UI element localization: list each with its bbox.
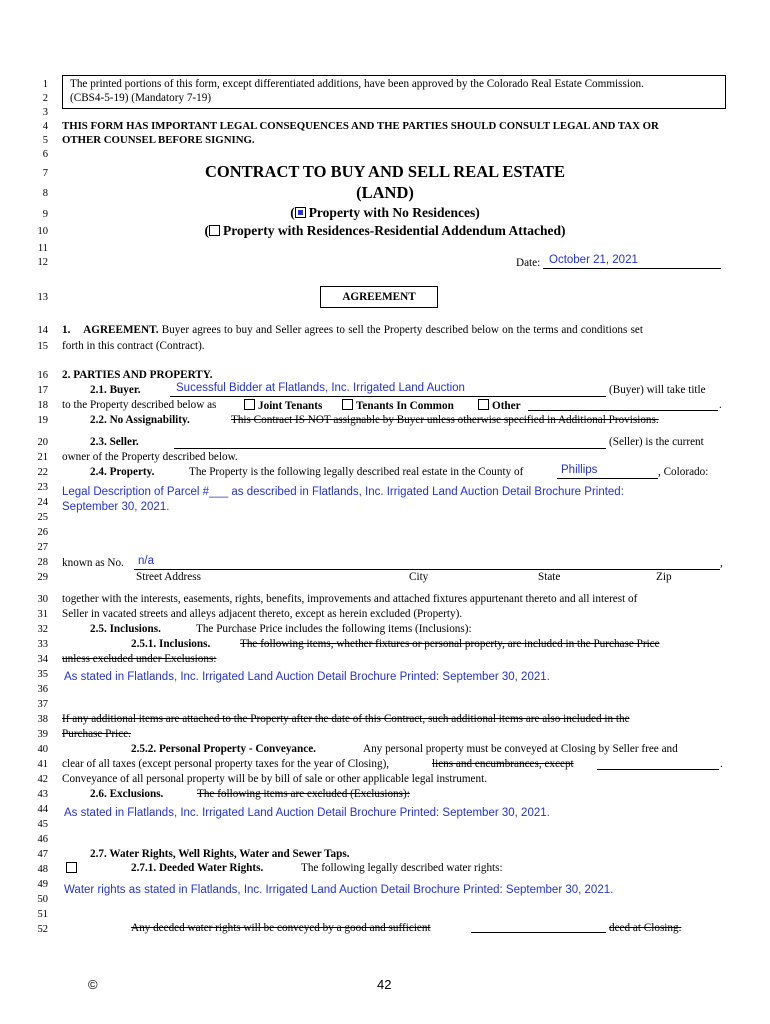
date-field[interactable]: October 21, 2021 — [549, 254, 638, 266]
inclusions-text: The Purchase Price includes the following items (Inclusions): — [196, 623, 472, 635]
joint-tenants-checkbox[interactable] — [244, 399, 255, 410]
line-number: 40 — [37, 744, 48, 755]
line-number: 35 — [37, 669, 48, 680]
period: . — [719, 399, 722, 411]
line-number: 12 — [37, 257, 48, 268]
buyer-field-underline — [170, 396, 606, 397]
line-number: 1 — [42, 79, 48, 90]
county-field[interactable]: Phillips — [561, 464, 598, 476]
personal-property-line-2: clear of all taxes (except personal property taxes for the year of Closing), — [62, 758, 390, 770]
liens-except-field[interactable] — [597, 769, 719, 770]
line-number: 39 — [37, 729, 48, 740]
inclusions-sub-text: The following items, whether fixtures or personal property, are included in the Purchase Price — [240, 638, 660, 650]
comma: , — [720, 557, 723, 569]
property-text: The Property is the following legally described real estate in the County of — [189, 466, 524, 478]
deeded-water-text: The following legally described water rights: — [301, 862, 503, 874]
joint-tenants-label: Joint Tenants — [258, 400, 323, 412]
personal-property-line-3: Conveyance of all personal property will be by bill of sale or other applicable legal instrument. — [62, 773, 487, 785]
exclusions-label: 2.6. Exclusions. — [90, 788, 164, 800]
joint-tenants-option — [244, 399, 322, 412]
contract-subtitle: (LAND) — [356, 183, 414, 202]
line-number: 22 — [37, 467, 48, 478]
line-number: 44 — [37, 804, 48, 815]
option-with-residences-label: Property with Residences-Residential Addendum Attached) — [223, 223, 566, 238]
line-number: 6 — [42, 149, 48, 160]
other-label: Other — [492, 400, 521, 412]
option-no-residences-label: Property with No Residences) — [308, 205, 480, 220]
line-number: 14 — [37, 325, 48, 336]
address-caption-street: Street Address — [136, 571, 201, 583]
seller-label: 2.3. Seller. — [90, 436, 139, 448]
address-field-underline — [134, 569, 720, 570]
page-number: 42 — [377, 977, 392, 992]
other-checkbox[interactable] — [478, 399, 489, 410]
known-as-label: known as No. — [62, 557, 124, 569]
seller-line-2: owner of the Property described below. — [62, 451, 238, 463]
line-number: 36 — [37, 684, 48, 695]
line-number: 49 — [37, 879, 48, 890]
line-number: 28 — [37, 557, 48, 568]
notice-line-2: (CBS4-5-19) (Mandatory 7-19) — [70, 92, 212, 104]
line-number: 41 — [37, 759, 48, 770]
line-number: 10 — [37, 226, 48, 237]
line-number: 52 — [37, 924, 48, 935]
inclusions-label: 2.5. Inclusions. — [90, 623, 161, 635]
line-number: 4 — [42, 121, 48, 132]
line-number: 3 — [42, 107, 48, 118]
buyer-field[interactable]: Sucessful Bidder at Flatlands, Inc. Irrigated Land Auction — [176, 382, 465, 394]
inclusions-field[interactable]: As stated in Flatlands, Inc. Irrigated Land Auction Detail Brochure Printed: September 30, 2021. — [64, 671, 550, 683]
line-number: 23 — [37, 482, 48, 493]
line-number: 13 — [37, 292, 48, 303]
line-number: 31 — [37, 609, 48, 620]
copyright-symbol: © — [88, 977, 98, 992]
address-field[interactable]: n/a — [138, 555, 154, 567]
water-rights-heading: 2.7. Water Rights, Well Rights, Water and Sewer Taps. — [90, 848, 350, 860]
assignability-text: This Contract IS NOT assignable by Buyer unless otherwise specified in Additional Provisions. — [231, 414, 659, 426]
line-number: 29 — [37, 572, 48, 583]
line-number: 7 — [42, 168, 48, 179]
exclusions-text: The following items are excluded (Exclusions): — [197, 788, 410, 800]
deeded-water-label: 2.7.1. Deeded Water Rights. — [131, 862, 264, 874]
buyer-tail: (Buyer) will take title — [609, 384, 706, 396]
line-number: 19 — [37, 415, 48, 426]
additional-items-line-2: Purchase Price. — [62, 728, 131, 740]
section-2-heading: 2. PARTIES AND PROPERTY. — [62, 369, 213, 381]
inclusions-sub-label: 2.5.1. Inclusions. — [131, 638, 211, 650]
line-number: 5 — [42, 135, 48, 146]
line-number: 8 — [42, 188, 48, 199]
deeded-conveyance-text: Any deeded water rights will be conveyed by a good and sufficient — [131, 922, 431, 934]
legal-warning-line-1: THIS FORM HAS IMPORTANT LEGAL CONSEQUENCES AND THE PARTIES SHOULD CONSULT LEGAL AND TAX OR — [62, 120, 659, 132]
section-1-line-2: forth in this contract (Contract). — [62, 340, 205, 352]
deeded-conveyance-tail: deed at Closing. — [609, 922, 682, 934]
legal-description-line-1[interactable]: Legal Description of Parcel #___ as described in Flatlands, Inc. Irrigated Land Auction Detail Brochure Printed: — [62, 486, 624, 498]
date-label: Date: — [516, 257, 541, 269]
section-1-line-1: 1. AGREEMENT. Buyer agrees to buy and Seller agrees to sell the Property described below on the terms and conditions set — [62, 324, 644, 336]
title-intro: to the Property described below as — [62, 399, 217, 411]
line-number: 20 — [37, 437, 48, 448]
line-number: 34 — [37, 654, 48, 665]
line-number: 46 — [37, 834, 48, 845]
water-rights-field[interactable]: Water rights as stated in Flatlands, Inc. Irrigated Land Auction Detail Brochure Printed: September 30, 2021. — [64, 884, 614, 896]
line-number: 25 — [37, 512, 48, 523]
seller-tail: (Seller) is the current — [609, 436, 704, 448]
deed-type-field[interactable] — [471, 932, 606, 933]
county-field-underline — [557, 478, 658, 479]
line-number: 37 — [37, 699, 48, 710]
line-number: 42 — [37, 774, 48, 785]
line-number: 16 — [37, 370, 48, 381]
contract-title: CONTRACT TO BUY AND SELL REAL ESTATE — [204, 162, 566, 181]
additional-items-line-1: If any additional items are attached to the Property after the date of this Contract, such additional items are also included in the — [62, 713, 630, 725]
period: . — [720, 758, 723, 770]
line-number: 24 — [37, 497, 48, 508]
line-number: 43 — [37, 789, 48, 800]
line-number: 9 — [42, 209, 48, 220]
line-number: 2 — [42, 93, 48, 104]
date-field-underline — [543, 268, 721, 269]
line-number: 47 — [37, 849, 48, 860]
personal-property-text: Any personal property must be conveyed at Closing by Seller free and — [363, 743, 678, 755]
option-with-residences: ( Property with Residences-Residential Addendum Attached) — [204, 223, 566, 238]
buyer-label: 2.1. Buyer. — [90, 384, 141, 396]
assignability-label: 2.2. No Assignability. — [90, 414, 190, 426]
line-number: 45 — [37, 819, 48, 830]
seller-field[interactable] — [174, 448, 606, 449]
tenants-in-common-option — [342, 399, 454, 412]
with-residences-checkbox[interactable] — [209, 225, 220, 236]
line-number: 32 — [37, 624, 48, 635]
together-line-2: Seller in vacated streets and alleys adjacent thereto, except as herein excluded (Property). — [62, 608, 463, 620]
property-label: 2.4. Property. — [90, 466, 155, 478]
line-number: 30 — [37, 594, 48, 605]
address-caption-zip: Zip — [656, 571, 672, 583]
tenants-in-common-checkbox[interactable] — [342, 399, 353, 410]
other-option — [478, 399, 521, 412]
deeded-water-checkbox-wrap — [66, 862, 80, 875]
line-number: 51 — [37, 909, 48, 920]
line-number: 27 — [37, 542, 48, 553]
line-number: 48 — [37, 864, 48, 875]
line-number: 21 — [37, 452, 48, 463]
other-field[interactable] — [528, 410, 718, 411]
state-tail: , Colorado: — [658, 466, 709, 478]
no-residences-checkbox[interactable] — [295, 207, 306, 218]
line-number: 15 — [37, 341, 48, 352]
line-number: 26 — [37, 527, 48, 538]
line-number: 17 — [37, 385, 48, 396]
notice-line-1: The printed portions of this form, except differentiated additions, have been approved by the Colorado Real Estate Commission. — [70, 78, 644, 90]
exclusions-field[interactable]: As stated in Flatlands, Inc. Irrigated Land Auction Detail Brochure Printed: September 30, 2021. — [64, 807, 550, 819]
personal-property-strike: liens and encumbrances, except — [432, 758, 574, 770]
line-number: 18 — [37, 400, 48, 411]
together-line-1: together with the interests, easements, rights, benefits, improvements and attached fixtures appurtenant thereto and all interest of — [62, 593, 638, 605]
deeded-water-checkbox[interactable] — [66, 862, 77, 873]
line-number: 33 — [37, 639, 48, 650]
agreement-heading-box: AGREEMENT — [320, 286, 438, 308]
legal-warning-line-2: OTHER COUNSEL BEFORE SIGNING. — [62, 134, 255, 146]
address-caption-state: State — [538, 571, 561, 583]
personal-property-label: 2.5.2. Personal Property - Conveyance. — [131, 743, 316, 755]
tenants-in-common-label: Tenants In Common — [356, 400, 454, 412]
legal-description-line-2[interactable]: September 30, 2021. — [62, 501, 170, 513]
line-number: 50 — [37, 894, 48, 905]
address-caption-city: City — [409, 571, 429, 583]
option-no-residences: ( Property with No Residences) — [290, 205, 480, 220]
inclusions-sub-text-2: unless excluded under Exclusions: — [62, 653, 217, 665]
line-number: 11 — [37, 243, 48, 254]
line-number: 38 — [37, 714, 48, 725]
